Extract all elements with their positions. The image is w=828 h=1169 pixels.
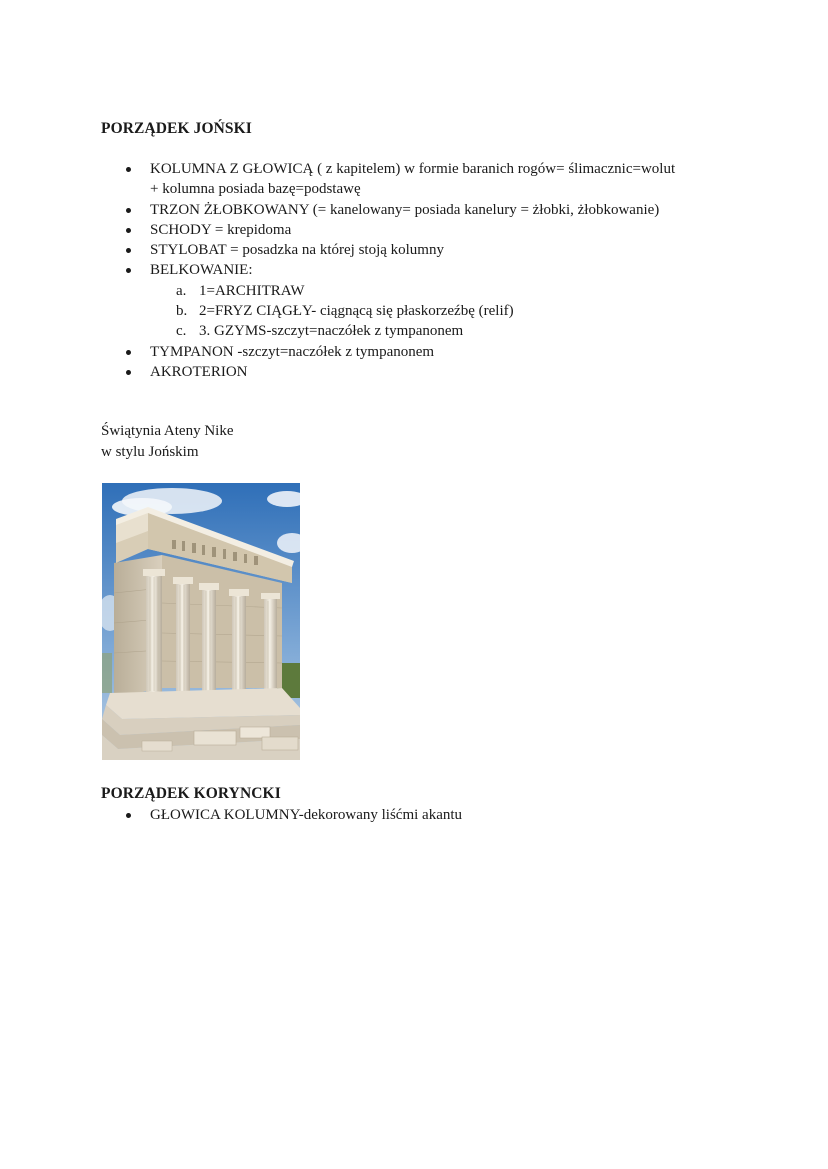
list-item	[101, 220, 741, 240]
sublist-item	[150, 281, 741, 301]
bullet-icon	[126, 167, 131, 172]
sublist-item	[150, 321, 741, 341]
ionic-order-list	[101, 159, 741, 382]
bullet-icon	[126, 208, 131, 213]
sublist-marker: b.	[176, 303, 188, 320]
bullet-icon	[126, 813, 131, 818]
section-heading-corinthian: PORZĄDEK KORYNCKI	[101, 785, 281, 802]
sublist-item-text: 2=FRYZ CIĄGŁY- ciągnącą się płaskorzeźbę (relif)	[199, 303, 514, 320]
bullet-icon	[126, 228, 131, 233]
bullet-icon	[126, 370, 131, 375]
bullet-icon	[126, 248, 131, 253]
list-item	[101, 342, 741, 362]
bullet-icon	[126, 350, 131, 355]
list-item	[101, 159, 741, 200]
sublist-marker: a.	[176, 282, 187, 299]
entablature-sublist	[150, 281, 741, 342]
list-item	[101, 260, 741, 341]
sublist-item-text: 1=ARCHITRAW	[199, 282, 305, 299]
list-item-text: STYLOBAT = posadzka na której stoją kolumny	[150, 242, 444, 259]
list-item	[101, 200, 741, 220]
corinthian-order-list	[101, 805, 741, 825]
list-item-text: SCHODY = krepidoma	[150, 221, 292, 238]
list-item	[101, 805, 741, 825]
list-item-text: KOLUMNA Z GŁOWICĄ ( z kapitelem) w formie baranich rogów= ślimacznic=wolut	[150, 161, 676, 177]
sublist-item-text: 3. GZYMS-szczyt=naczółek z tympanonem	[199, 323, 464, 340]
section-heading-ionic: PORZĄDEK JOŃSKI	[101, 120, 252, 137]
temple-photo	[102, 483, 300, 760]
list-item-text: AKROTERION	[150, 363, 248, 380]
image-caption	[101, 421, 233, 462]
list-item-text: TYMPANON -szczyt=naczółek z tympanonem	[150, 343, 435, 360]
caption-line: Świątynia Ateny Nike	[101, 423, 234, 439]
list-item-text: TRZON ŻŁOBKOWANY (= kanelowany= posiada kanelury = żłobki, żłobkowanie)	[150, 201, 660, 218]
list-item-text-continued: + kolumna posiada bazę=podstawę	[150, 181, 361, 198]
list-item-text: BELKOWANIE:	[150, 262, 253, 279]
sublist-item	[150, 301, 741, 321]
caption-line: w stylu Jońskim	[101, 443, 199, 460]
list-item	[101, 362, 741, 382]
list-item-text: GŁOWICA KOLUMNY-dekorowany liśćmi akantu	[150, 807, 463, 823]
list-item	[101, 240, 741, 260]
sublist-marker: c.	[176, 323, 187, 340]
bullet-icon	[126, 268, 131, 273]
